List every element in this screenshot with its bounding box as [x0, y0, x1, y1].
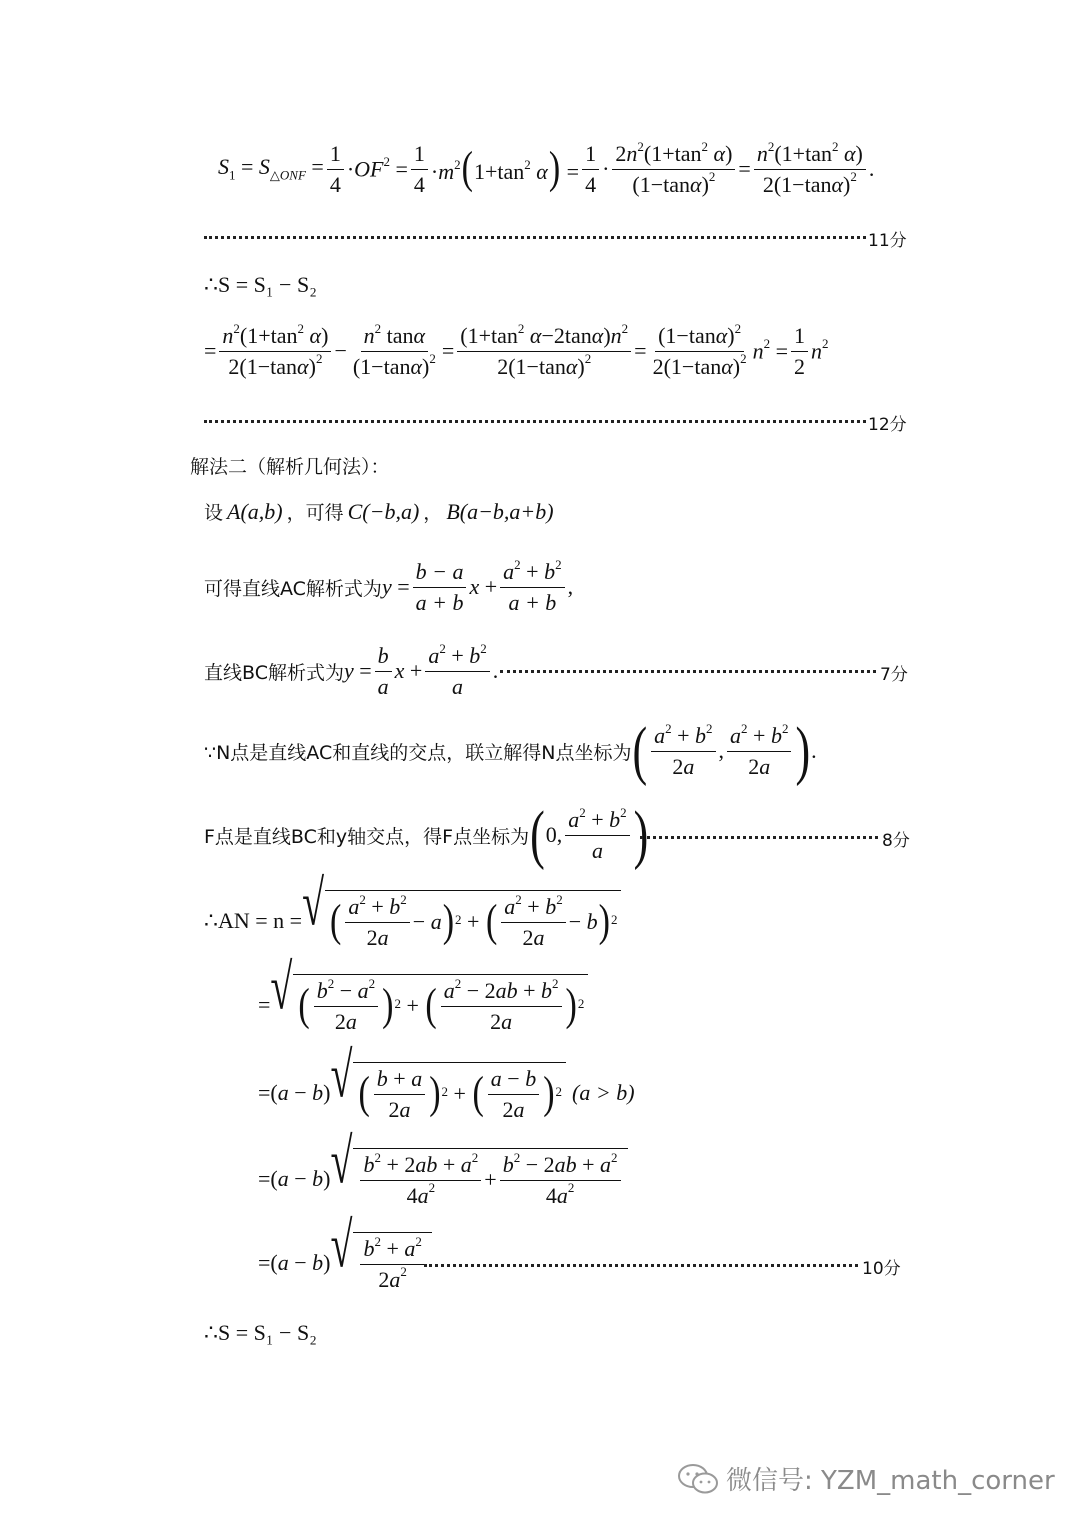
method-two-heading: 解法二（解析几何法）：: [190, 456, 390, 478]
an-formula-4: =(a − b) √ $\frac{b^2 + 2ab + a^2}{4a^2}$ + $\frac{b^2 - 2ab + a^2}{4a^2}$: [258, 1148, 628, 1209]
line-bc-equation: 直线BC解析式为 y = $\frac{b}{a}$ x + $\frac{a^2 + b^2}{a}$ .: [204, 640, 499, 699]
therefore-line-2: ∴S = S₁ − S₂: [204, 1320, 317, 1345]
score-12: 12分: [868, 415, 907, 435]
f-point-line: F点是直线BC和y轴交点，得F点坐标为 ( 0, $\frac{a^2 + b^2}{a}$ ): [204, 797, 649, 871]
score-leader-10: [424, 1264, 858, 1267]
an-formula-1: ∴AN = n = √ ( $\frac{a^2 + b^2}{2a}$ − a ) $^2$ + ( $\frac{a^2 + b^2}{2a}$ − b ) $^2$: [204, 890, 621, 951]
score-leader-12: [204, 420, 866, 423]
wechat-icon: [676, 1462, 720, 1496]
an-formula-3: =(a − b) √ ( $\frac{b + a}{2a}$ ) $^2$ + ( $\frac{a - b}{2a}$ ) $^2$ (a > b): [258, 1038, 635, 1122]
n-point-line: ∵N点是直线AC和直线的交点，联立解得N点坐标为 ( $\frac{a^2 + b^2}{2a}$ , $\frac{a^2 + b^2}{2a}$ ) .: [204, 713, 817, 787]
score-8: 8分: [882, 831, 910, 851]
score-11: 11分: [868, 231, 907, 251]
an-formula-5: =(a − b) √ $\frac{b^2 + a^2}{2a^2}$: [258, 1232, 432, 1293]
score-leader-8: [640, 836, 878, 839]
an-formula-2: = √ ( $\frac{b^2 - a^2}{2a}$ ) $^2$ + ( $\frac{a^2 - 2ab + b^2}{2a}$ ) $^2$: [258, 974, 588, 1035]
score-10: 10分: [862, 1259, 901, 1279]
formula-s1: $S_1 = S_{\triangle ONF}$ = $\frac{1}{4}$ $\cdot OF^2$ = $\frac{1}{4}$ $\cdot m^2(1+\tan^2$ α) = $\frac{1}{4}$ · $\frac{2n^2(1+\tan^2 \alpha)}{(1-\tan\alpha)^2}$ = $\frac{n^2(1+\tan^2 \alpha)}{2(1-\tan\alpha)^2}$ .: [218, 138, 875, 197]
watermark-text: 微信号: YZM_math_corner: [726, 1466, 1055, 1496]
score-leader-7: [500, 670, 876, 673]
line-ac-equation: 可得直线AC解析式为 y = $\frac{b - a}{a + b}$ x + $\frac{a^2 + b^2}{a + b}$ ,: [204, 556, 574, 615]
watermark: [676, 1460, 1055, 1497]
score-7: 7分: [880, 665, 908, 685]
score-leader-11: [204, 236, 866, 239]
set-points-line: 设 A(a,b) ，可得 C(−b,a) ， B(a−b,a+b): [204, 498, 554, 524]
formula-s-result: = $\frac{n^2(1+\tan^2 \alpha)}{2(1-\tan\alpha)^2}$ − $\frac{n^2 \tan\alpha}{(1-\tan\alpha)^2}$ = $\frac{(1+\tan^2 \alpha-2\tan\alpha)n^2}{2(1-\tan\alpha)^2}$ = $\frac{(1-\tan\alpha)^2}{2(1-\tan\alpha)^2}$ $n^2$ = $\frac{1}{2}$ $n^2$: [204, 320, 829, 379]
therefore-line-1: ∴S = S₁ − S₂: [204, 272, 317, 297]
